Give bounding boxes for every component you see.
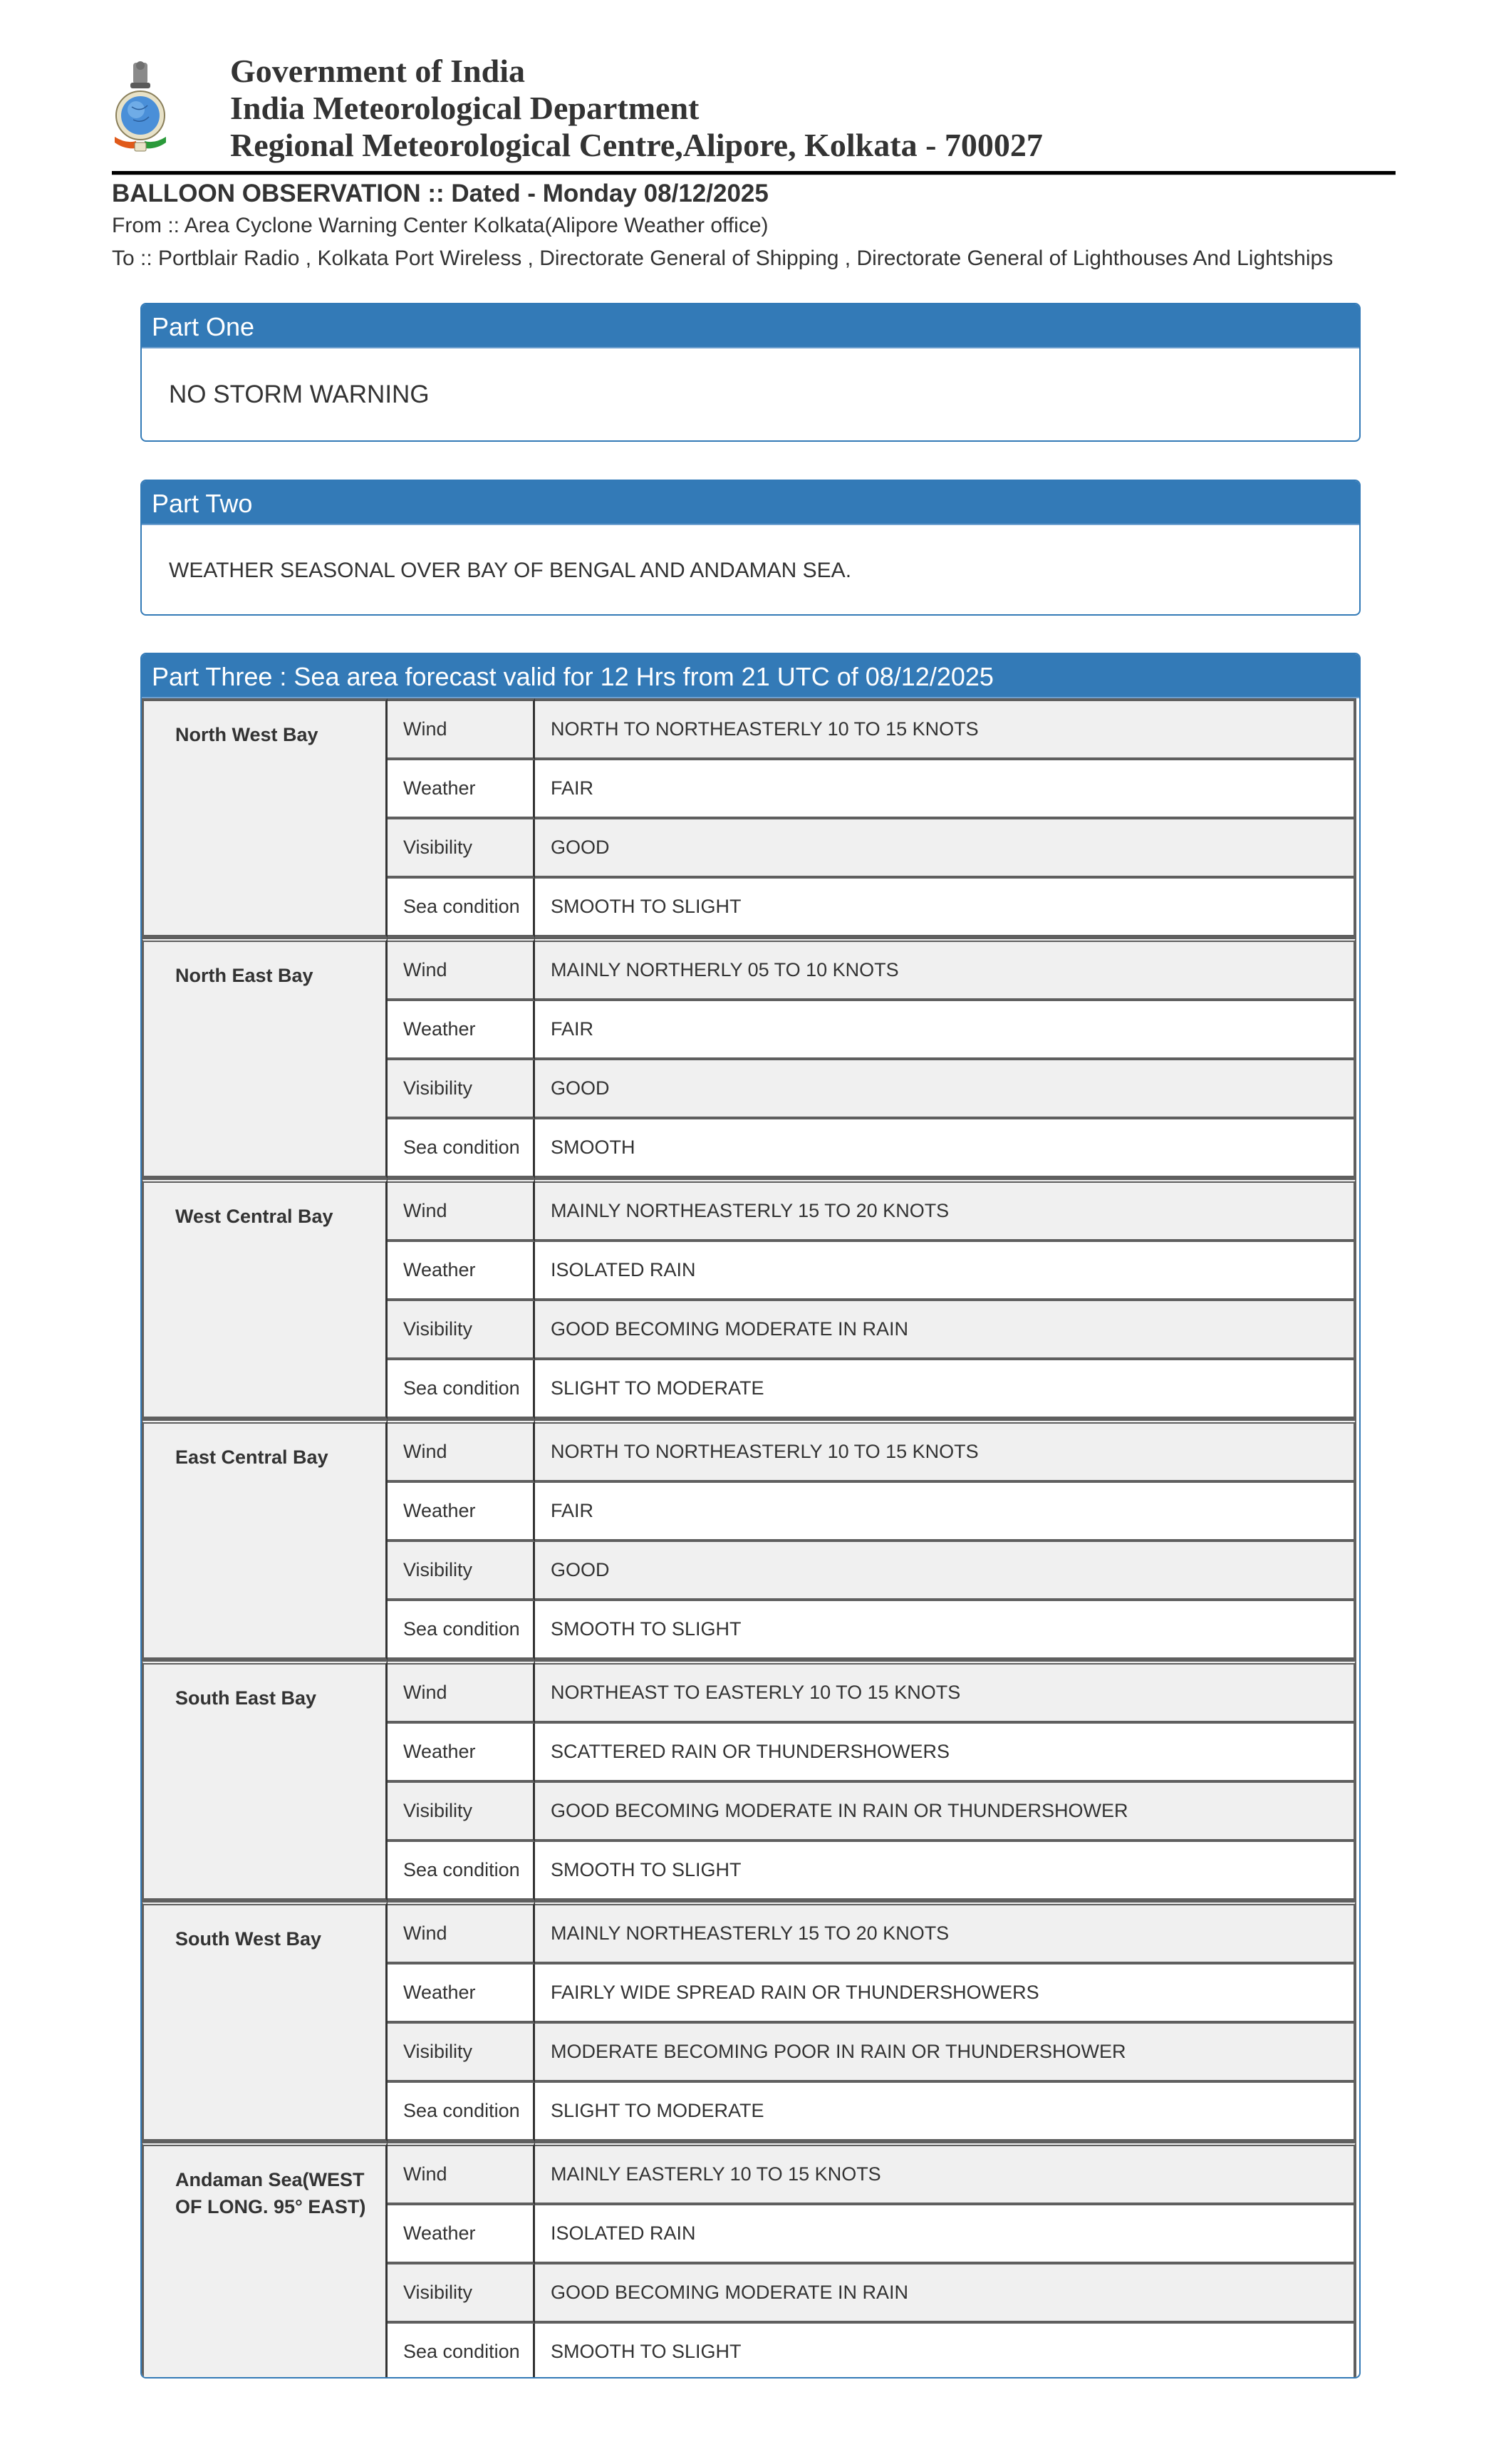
parameter-label: Sea condition bbox=[388, 1601, 535, 1660]
parameter-label: Wind bbox=[388, 2142, 535, 2205]
forecast-value: GOOD BECOMING MODERATE IN RAIN bbox=[535, 1301, 1356, 1360]
forecast-value: GOOD bbox=[535, 1542, 1356, 1601]
parameter-label: Wind bbox=[388, 1419, 535, 1483]
forecast-value: NORTHEAST TO EASTERLY 10 TO 15 KNOTS bbox=[535, 1660, 1356, 1724]
part-two-panel bbox=[140, 480, 1361, 616]
table-row bbox=[142, 1660, 1356, 1724]
forecast-value: GOOD bbox=[535, 819, 1356, 879]
parameter-label: Wind bbox=[388, 1179, 535, 1242]
parameter-label: Weather bbox=[388, 2205, 535, 2264]
forecast-value: MAINLY NORTHERLY 05 TO 10 KNOTS bbox=[535, 938, 1356, 1001]
forecast-value: NORTH TO NORTHEASTERLY 10 TO 15 KNOTS bbox=[535, 698, 1356, 760]
forecast-value: SLIGHT TO MODERATE bbox=[535, 2083, 1356, 2142]
forecast-value: GOOD BECOMING MODERATE IN RAIN OR THUNDERSHOWER bbox=[535, 1783, 1356, 1842]
imd-emblem-icon bbox=[112, 60, 169, 155]
forecast-value: FAIRLY WIDE SPREAD RAIN OR THUNDERSHOWERS bbox=[535, 1965, 1356, 2024]
parameter-label: Weather bbox=[388, 1965, 535, 2024]
part-two-title: Part Two bbox=[142, 481, 1359, 525]
forecast-value: MODERATE BECOMING POOR IN RAIN OR THUNDERSHOWER bbox=[535, 2024, 1356, 2083]
region-name: North East Bay bbox=[142, 938, 388, 1179]
observation-title: BALLOON OBSERVATION :: Dated - Monday 08/12/2025 bbox=[112, 180, 769, 207]
region-group bbox=[142, 1660, 1356, 1901]
forecast-value: FAIR bbox=[535, 1483, 1356, 1542]
parameter-label: Weather bbox=[388, 1001, 535, 1060]
parameter-label: Visibility bbox=[388, 1060, 535, 1119]
part-one-title: Part One bbox=[142, 304, 1359, 348]
forecast-value: FAIR bbox=[535, 760, 1356, 819]
region-name: North West Bay bbox=[142, 698, 388, 938]
bulletin-meta bbox=[112, 178, 1430, 275]
forecast-value: GOOD BECOMING MODERATE IN RAIN bbox=[535, 2264, 1356, 2324]
forecast-value: SMOOTH TO SLIGHT bbox=[535, 879, 1356, 938]
region-name: South West Bay bbox=[142, 1901, 388, 2142]
region-group bbox=[142, 2142, 1356, 2378]
parameter-label: Visibility bbox=[388, 1301, 535, 1360]
header-line-government: Government of India bbox=[230, 53, 525, 89]
forecast-value: SMOOTH TO SLIGHT bbox=[535, 1601, 1356, 1660]
parameter-label: Sea condition bbox=[388, 1842, 535, 1901]
forecast-value: MAINLY EASTERLY 10 TO 15 KNOTS bbox=[535, 2142, 1356, 2205]
to-line: To :: Portblair Radio , Kolkata Port Wireless , Directorate General of Shipping , Directorate General of Lighthouses And Lightships bbox=[112, 247, 1334, 270]
parameter-label: Weather bbox=[388, 1242, 535, 1301]
part-one-body: NO STORM WARNING bbox=[169, 381, 430, 408]
parameter-label: Sea condition bbox=[388, 2324, 535, 2378]
parameter-label: Visibility bbox=[388, 1783, 535, 1842]
parameter-label: Visibility bbox=[388, 2024, 535, 2083]
region-group bbox=[142, 1419, 1356, 1660]
region-name: East Central Bay bbox=[142, 1419, 388, 1660]
table-row bbox=[142, 938, 1356, 1001]
part-two-body: WEATHER SEASONAL OVER BAY OF BENGAL AND ANDAMAN SEA. bbox=[169, 559, 852, 582]
part-three-panel bbox=[140, 653, 1361, 2378]
parameter-label: Wind bbox=[388, 1901, 535, 1965]
forecast-value: SMOOTH TO SLIGHT bbox=[535, 1842, 1356, 1901]
table-row bbox=[142, 1901, 1356, 1965]
region-group bbox=[142, 1901, 1356, 2142]
parameter-label: Weather bbox=[388, 1483, 535, 1542]
table-row bbox=[142, 2142, 1356, 2205]
forecast-value: ISOLATED RAIN bbox=[535, 2205, 1356, 2264]
forecast-value: MAINLY NORTHEASTERLY 15 TO 20 KNOTS bbox=[535, 1901, 1356, 1965]
parameter-label: Sea condition bbox=[388, 2083, 535, 2142]
region-group bbox=[142, 1179, 1356, 1419]
from-line: From :: Area Cyclone Warning Center Kolkata(Alipore Weather office) bbox=[112, 214, 769, 237]
forecast-value: SCATTERED RAIN OR THUNDERSHOWERS bbox=[535, 1724, 1356, 1783]
forecast-value: SMOOTH bbox=[535, 1119, 1356, 1179]
header-line-department: India Meteorological Department bbox=[230, 90, 700, 126]
parameter-label: Visibility bbox=[388, 2264, 535, 2324]
parameter-label: Sea condition bbox=[388, 1119, 535, 1179]
header-line-centre: Regional Meteorological Centre,Alipore, Kolkata - 700027 bbox=[230, 127, 1043, 163]
parameter-label: Wind bbox=[388, 938, 535, 1001]
parameter-label: Wind bbox=[388, 698, 535, 760]
forecast-value: SMOOTH TO SLIGHT bbox=[535, 2324, 1356, 2378]
parameter-label: Visibility bbox=[388, 819, 535, 879]
forecast-value: GOOD bbox=[535, 1060, 1356, 1119]
letterhead bbox=[112, 50, 1396, 171]
part-one-panel bbox=[140, 303, 1361, 442]
parameter-label: Weather bbox=[388, 1724, 535, 1783]
table-row bbox=[142, 1419, 1356, 1483]
sea-area-forecast-table bbox=[142, 698, 1356, 2378]
forecast-value: ISOLATED RAIN bbox=[535, 1242, 1356, 1301]
part-three-title: Part Three : Sea area forecast valid for 12 Hrs from 21 UTC of 08/12/2025 bbox=[142, 654, 1359, 698]
region-name: South East Bay bbox=[142, 1660, 388, 1901]
region-group bbox=[142, 698, 1356, 938]
parameter-label: Weather bbox=[388, 760, 535, 819]
region-name: West Central Bay bbox=[142, 1179, 388, 1419]
parameter-label: Visibility bbox=[388, 1542, 535, 1601]
region-group bbox=[142, 938, 1356, 1179]
forecast-value: MAINLY NORTHEASTERLY 15 TO 20 KNOTS bbox=[535, 1179, 1356, 1242]
parameter-label: Sea condition bbox=[388, 1360, 535, 1419]
region-name: Andaman Sea(WEST OF LONG. 95° EAST) bbox=[142, 2142, 388, 2378]
forecast-value: FAIR bbox=[535, 1001, 1356, 1060]
table-row bbox=[142, 1179, 1356, 1242]
forecast-value: NORTH TO NORTHEASTERLY 10 TO 15 KNOTS bbox=[535, 1419, 1356, 1483]
table-row bbox=[142, 698, 1356, 760]
forecast-value: SLIGHT TO MODERATE bbox=[535, 1360, 1356, 1419]
parameter-label: Wind bbox=[388, 1660, 535, 1724]
parameter-label: Sea condition bbox=[388, 879, 535, 938]
